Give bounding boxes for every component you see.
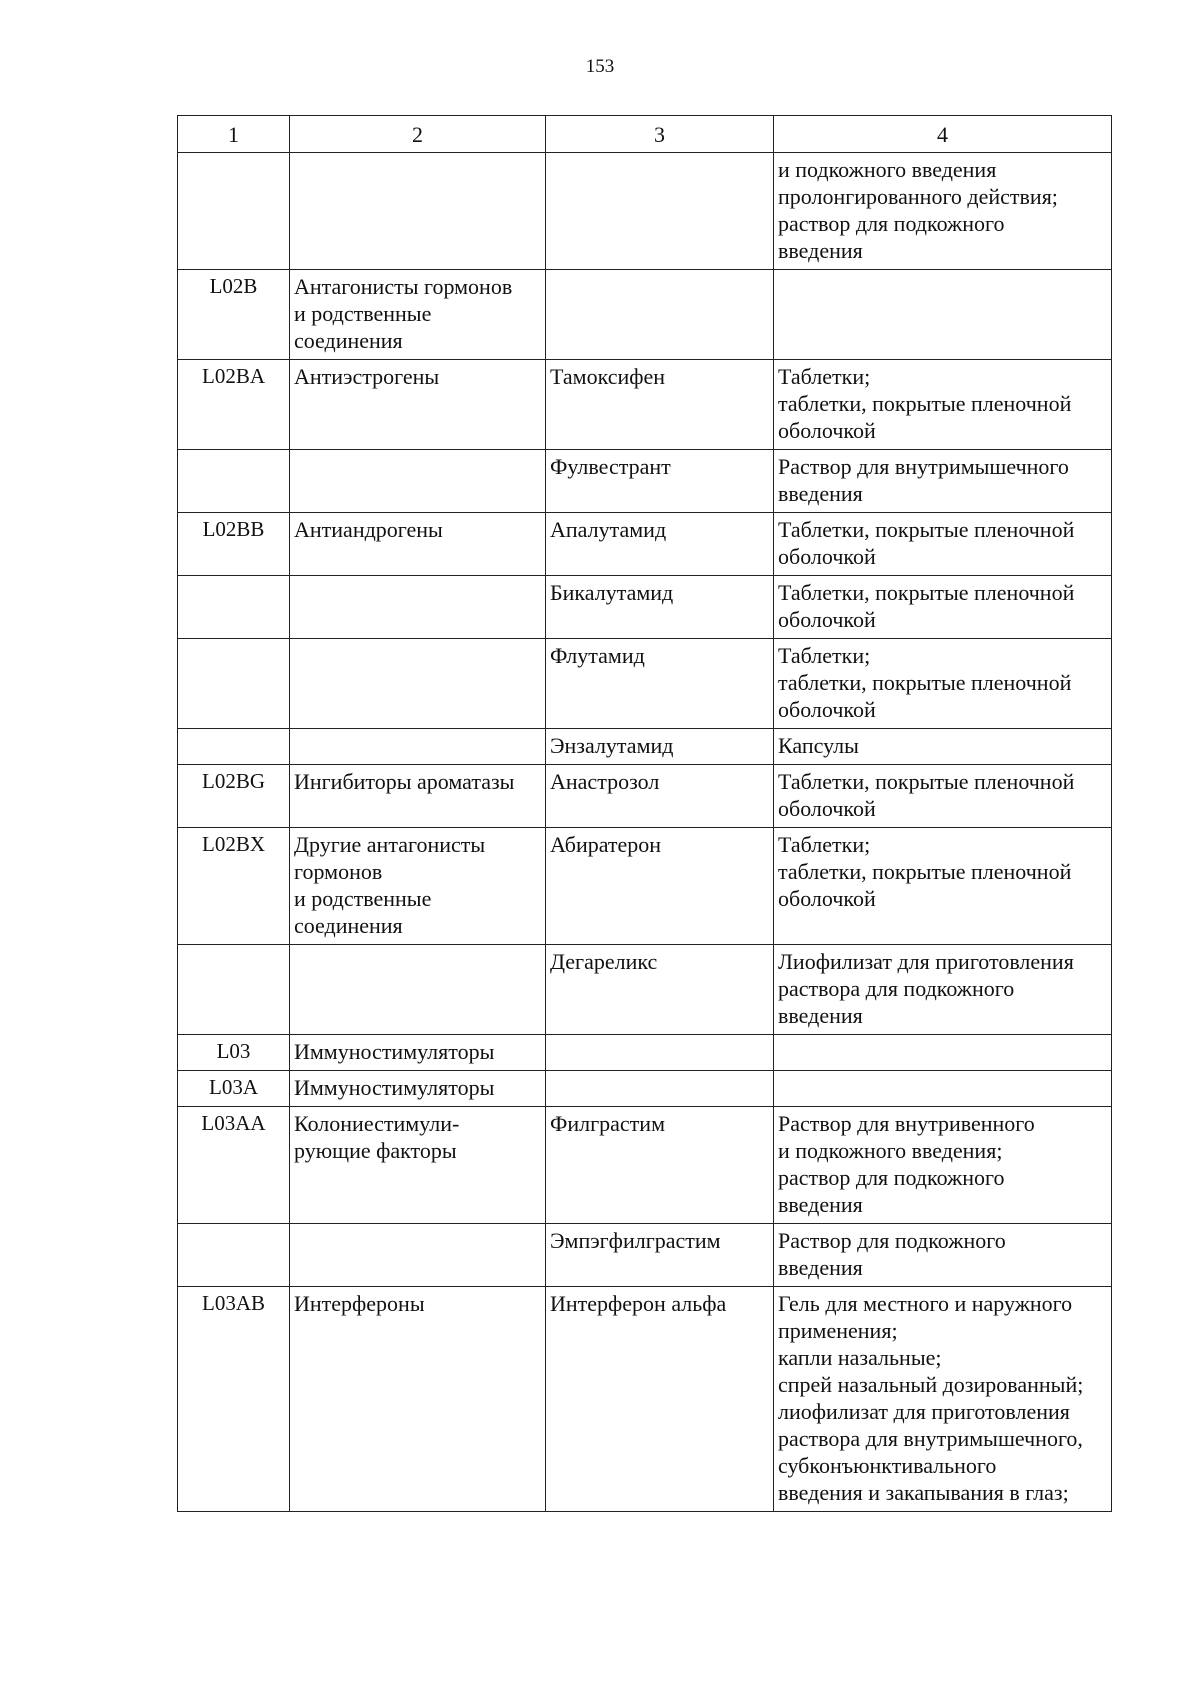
dosage-form-cell [774,1035,1112,1071]
group-name-cell: Иммуностимуляторы [290,1071,546,1107]
drug-name-cell: Филграстим [546,1107,774,1224]
column-header-1: 1 [178,116,290,153]
table-header [178,116,1112,153]
atc-code-cell: L02BA [178,360,290,450]
drug-name-cell: Тамоксифен [546,360,774,450]
atc-code-cell [178,729,290,765]
table-row [178,360,1112,450]
table-row [178,1107,1112,1224]
table-row [178,639,1112,729]
dosage-form-cell: Таблетки, покрытые пленочной оболочкой [774,765,1112,828]
group-name-cell: Колониестимули- рующие факторы [290,1107,546,1224]
group-name-cell [290,639,546,729]
drug-name-cell: Энзалутамид [546,729,774,765]
dosage-form-cell [774,270,1112,360]
atc-code-cell: L02B [178,270,290,360]
drug-name-cell [546,1071,774,1107]
group-name-cell: Антагонисты гормонов и родственные соединения [290,270,546,360]
drug-name-cell: Абиратерон [546,828,774,945]
dosage-form-cell: Лиофилизат для приготовления раствора для подкожного введения [774,945,1112,1035]
drug-name-cell: Дегареликс [546,945,774,1035]
drug-name-cell: Эмпэгфилграстим [546,1224,774,1287]
column-header-4: 4 [774,116,1112,153]
atc-code-cell: L03AA [178,1107,290,1224]
table-row [178,828,1112,945]
table-row [178,576,1112,639]
atc-code-cell [178,945,290,1035]
atc-code-cell [178,450,290,513]
atc-code-cell [178,153,290,270]
atc-code-cell: L02BX [178,828,290,945]
group-name-cell: Антиандрогены [290,513,546,576]
drug-name-cell [546,1035,774,1071]
dosage-form-cell: Таблетки; таблетки, покрытые пленочной оболочкой [774,828,1112,945]
group-name-cell [290,450,546,513]
atc-code-cell: L02BB [178,513,290,576]
drug-name-cell: Флутамид [546,639,774,729]
atc-code-cell: L03A [178,1071,290,1107]
atc-code-cell [178,639,290,729]
table-row [178,270,1112,360]
atc-code-cell [178,576,290,639]
atc-code-cell: L02BG [178,765,290,828]
group-name-cell [290,576,546,639]
dosage-form-cell: Капсулы [774,729,1112,765]
group-name-cell: Иммуностимуляторы [290,1035,546,1071]
dosage-form-cell: Раствор для внутривенного и подкожного введения; раствор для подкожного введения [774,1107,1112,1224]
column-header-2: 2 [290,116,546,153]
group-name-cell: Другие антагонисты гормонов и родственные соединения [290,828,546,945]
atc-code-cell [178,1224,290,1287]
group-name-cell: Ингибиторы ароматазы [290,765,546,828]
drug-name-cell: Апалутамид [546,513,774,576]
drug-name-cell: Фулвестрант [546,450,774,513]
drug-name-cell: Анастрозол [546,765,774,828]
table-row [178,729,1112,765]
dosage-form-cell: Таблетки, покрытые пленочной оболочкой [774,576,1112,639]
table-row [178,945,1112,1035]
table-row [178,1287,1112,1512]
table-row [178,1071,1112,1107]
group-name-cell [290,1224,546,1287]
drug-name-cell: Интерферон альфа [546,1287,774,1512]
group-name-cell [290,945,546,1035]
group-name-cell [290,153,546,270]
column-header-3: 3 [546,116,774,153]
dosage-form-cell: и подкожного введения пролонгированного действия; раствор для подкожного введения [774,153,1112,270]
drug-name-cell [546,153,774,270]
group-name-cell: Антиэстрогены [290,360,546,450]
drug-name-cell [546,270,774,360]
table-body [178,153,1112,1512]
drug-name-cell: Бикалутамид [546,576,774,639]
group-name-cell: Интерфероны [290,1287,546,1512]
dosage-form-cell: Таблетки; таблетки, покрытые пленочной оболочкой [774,360,1112,450]
table-row [178,450,1112,513]
table-row [178,1224,1112,1287]
header-row [178,116,1112,153]
atc-code-cell: L03AB [178,1287,290,1512]
table-row [178,513,1112,576]
atc-code-cell: L03 [178,1035,290,1071]
dosage-form-cell: Раствор для внутримышечного введения [774,450,1112,513]
dosage-form-cell: Гель для местного и наружного применения; капли назальные; спрей назальный дозированный; лиофилизат для приготовления раствора для внутримышечного, субконъюнктивального введения и закапывания в глаз; [774,1287,1112,1512]
table-row [178,1035,1112,1071]
table-row [178,765,1112,828]
table-row [178,153,1112,270]
dosage-form-cell [774,1071,1112,1107]
drug-table [177,115,1112,1512]
group-name-cell [290,729,546,765]
dosage-form-cell: Таблетки, покрытые пленочной оболочкой [774,513,1112,576]
dosage-form-cell: Таблетки; таблетки, покрытые пленочной оболочкой [774,639,1112,729]
dosage-form-cell: Раствор для подкожного введения [774,1224,1112,1287]
page-number: 153 [585,56,615,77]
